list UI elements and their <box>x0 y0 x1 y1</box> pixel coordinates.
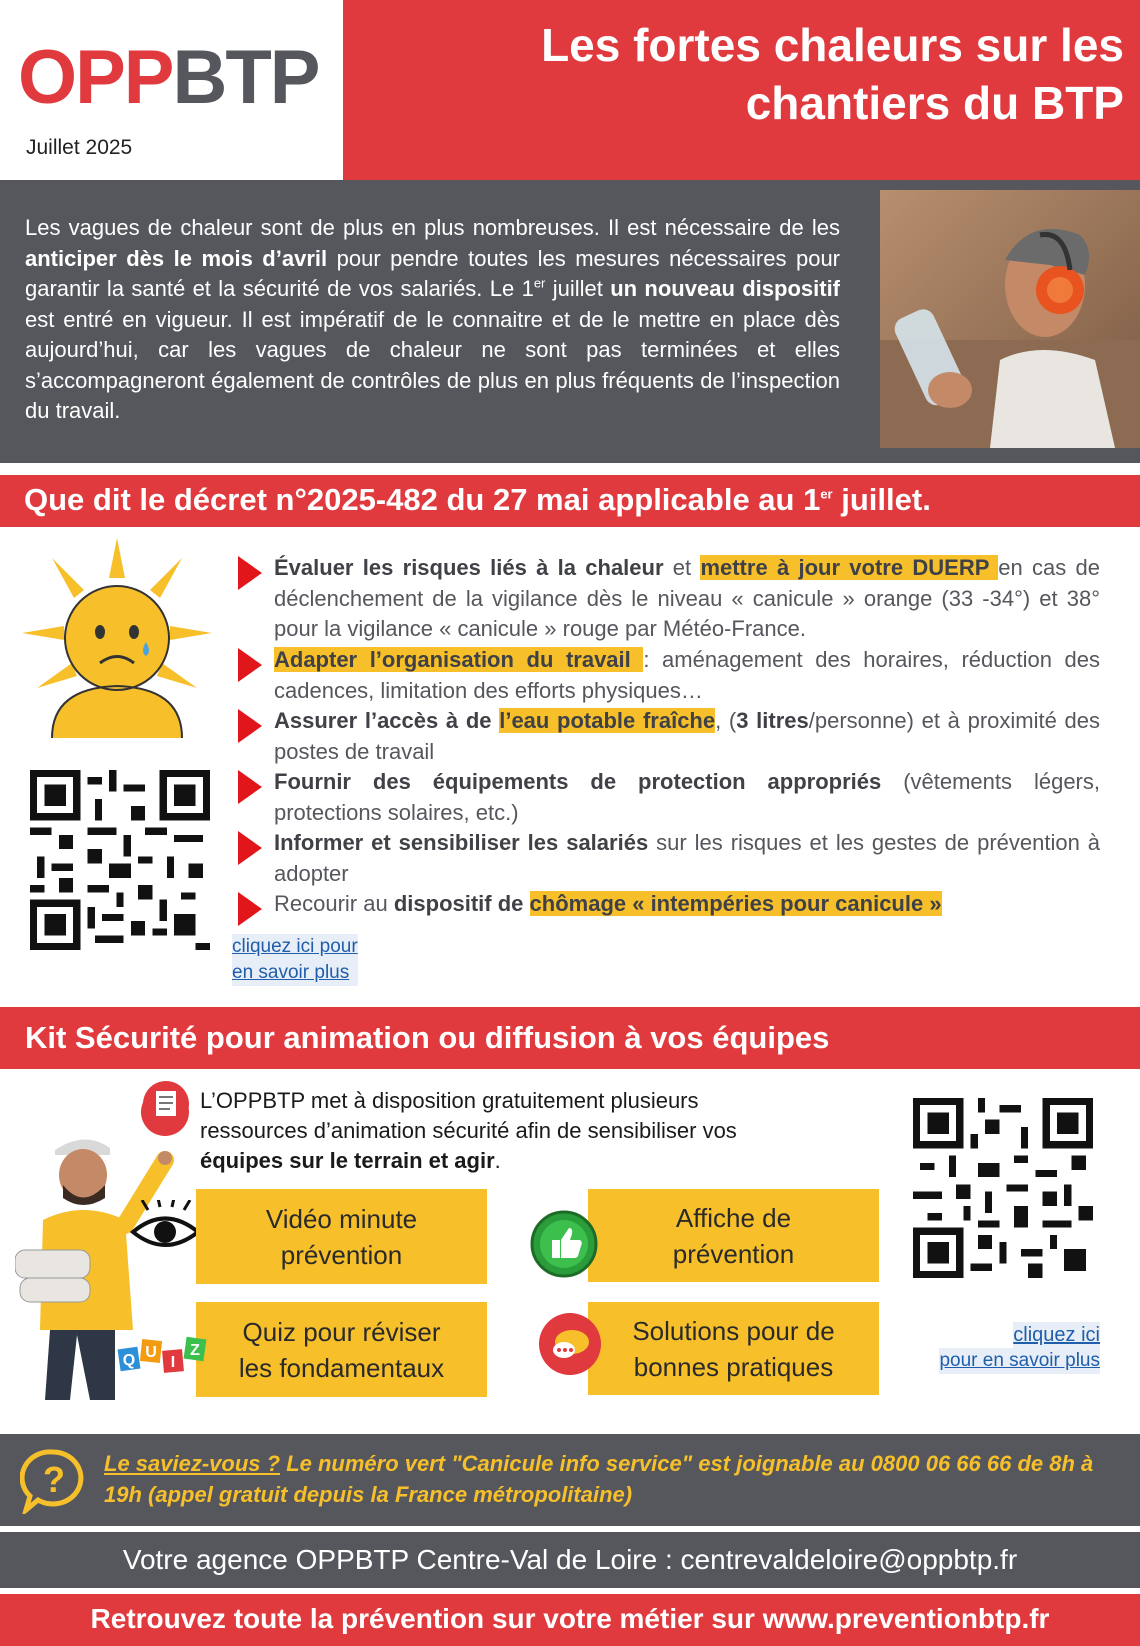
item-bold: Fournir des équipements de protection appropriés <box>274 769 882 794</box>
kit-description <box>200 1086 810 1176</box>
intro-text-part: pour pendre toutes les mesures nécessaires pour garantir la santé et la sécurité de vos salariés. Le 1 <box>25 245 841 301</box>
title-line-1: Les fortes chaleurs sur les <box>541 19 1124 71</box>
box-label: Affiche de <box>675 1202 792 1233</box>
intro-text-part: est entré en vigueur. Il est impératif de le connaitre et de le mettre en place dès aujourd’hui, car les vagues de chaleur ne sont pas terminées et elles s’accompagneront également de contrôles de plus en plus fréquents de l’inspection du travail. <box>25 306 840 423</box>
kit-learn-more-link[interactable] <box>880 1322 1100 1374</box>
qr-code-kit[interactable] <box>913 1098 1093 1278</box>
item-highlight: l’eau potable fraîche <box>499 708 716 733</box>
link-line[interactable]: cliquez ici <box>1013 1324 1100 1346</box>
thumbs-up-icon <box>530 1210 598 1278</box>
chat-bubble-icon <box>538 1312 602 1376</box>
box-label: bonnes pratiques <box>633 1351 834 1382</box>
kit-title: Kit Sécurité pour animation ou diffusion à vos équipes <box>25 1020 830 1055</box>
box-label: Solutions pour de <box>632 1315 835 1346</box>
quiz-logo-icon <box>117 1330 209 1378</box>
sad-sun-illustration <box>22 538 212 738</box>
question-bubble-icon <box>20 1448 86 1514</box>
solutions-button[interactable] <box>588 1302 879 1395</box>
info-body: Le numéro vert "Canicule info service" est joignable au 0800 06 66 66 de 8h à 19h (appel gratuit depuis la France métropolitaine) <box>104 1451 1094 1507</box>
decree-title-text: juillet. <box>832 482 931 517</box>
poster-button[interactable] <box>588 1189 879 1282</box>
quiz-button[interactable] <box>196 1302 487 1397</box>
list-item <box>250 553 1100 645</box>
item-text: /personne) et à proximité des postes de travail <box>274 708 1100 764</box>
oppbtp-logo <box>18 35 319 120</box>
bullet-arrow-icon <box>238 831 262 865</box>
intro-bold-part: anticiper dès le mois d’avril <box>25 245 328 271</box>
item-highlight: Adapter l’organisation du travail <box>274 647 644 672</box>
quiz-letter: Z <box>190 1342 200 1359</box>
list-item <box>250 706 1100 767</box>
intro-paragraph <box>25 213 840 427</box>
item-text: (vêtements légers, protections solaires, etc.) <box>274 769 1100 825</box>
box-label: Quiz pour réviser <box>242 1316 441 1347</box>
worker-drinking-water-photo <box>880 190 1140 448</box>
decree-learn-more-link[interactable] <box>232 934 358 986</box>
title-line-2: chantiers du BTP <box>745 77 1124 129</box>
info-text <box>104 1448 1114 1510</box>
item-text: sur les risques et les gestes de prévention à adopter <box>274 830 1101 886</box>
footer-text: Retrouvez toute la prévention sur votre métier sur www.preventionbtp.fr <box>90 1603 1050 1634</box>
quiz-letter: Q <box>122 1352 136 1369</box>
quiz-letter: U <box>145 1344 157 1361</box>
item-highlight: chômage « intempéries pour canicule » <box>529 891 942 916</box>
bullet-arrow-icon <box>238 892 262 926</box>
box-label: les fondamentaux <box>238 1352 445 1383</box>
intro-superscript: er <box>533 275 546 291</box>
intro-bold-part: un nouveau dispositif <box>610 276 841 301</box>
kit-text-bold: équipes sur le terrain et agir <box>200 1148 495 1173</box>
question-mark-glyph: ? <box>43 1459 65 1500</box>
info-lead: Le saviez-vous ? <box>104 1451 281 1476</box>
video-minute-button[interactable] <box>196 1189 487 1284</box>
item-bold: Évaluer les risques liés à la chaleur <box>274 555 664 580</box>
item-text: : aménagement des horaires, réduction des cadences, limitation des efforts physiques… <box>274 647 1100 703</box>
item-text: , ( <box>715 708 737 733</box>
item-bold: Assurer l’accès à de <box>274 708 500 733</box>
box-label: prévention <box>672 1238 795 1269</box>
item-bold: dispositif de <box>393 891 530 916</box>
item-highlight: mettre à jour votre DUERP <box>700 555 999 580</box>
item-bold: Informer et sensibiliser les salariés <box>274 830 649 855</box>
logo-red-part: OPP <box>18 35 173 120</box>
bullet-arrow-icon <box>238 770 262 804</box>
agency-contact: Votre agence OPPBTP Centre-Val de Loire : centrevaldeloire@oppbtp.fr <box>122 1544 1018 1575</box>
list-item <box>250 889 1100 920</box>
intro-text-part: juillet <box>545 276 611 301</box>
link-line[interactable]: en savoir plus <box>232 960 358 986</box>
item-bold: 3 litres <box>736 708 809 733</box>
item-text: et <box>663 555 701 580</box>
link-line[interactable]: cliquez ici pour <box>232 934 358 960</box>
bullet-arrow-icon <box>238 556 262 590</box>
kit-text-part: . <box>494 1148 501 1173</box>
box-label: Vidéo minute <box>265 1203 418 1234</box>
bullet-arrow-icon <box>238 648 262 682</box>
logo-grey-part: BTP <box>172 35 319 120</box>
publication-date: Juillet 2025 <box>26 136 133 159</box>
list-item <box>250 645 1100 706</box>
decree-title-text: Que dit le décret n°2025-482 du 27 mai applicable au 1 <box>24 482 821 517</box>
page-title <box>364 16 1124 132</box>
qr-code-decree[interactable] <box>30 770 210 950</box>
decree-title <box>24 478 931 522</box>
list-item <box>250 767 1100 828</box>
item-text: Recourir au <box>274 891 394 916</box>
list-item <box>250 828 1100 889</box>
eye-icon <box>128 1200 203 1250</box>
kit-text-part: L’OPPBTP met à disposition gratuitement plusieurs ressources d’animation sécurité afin de sensibiliser vos <box>200 1088 737 1143</box>
bullet-arrow-icon <box>238 709 262 743</box>
quiz-letter: I <box>170 1354 176 1371</box>
link-line[interactable]: pour en savoir plus <box>939 1348 1100 1374</box>
item-text: en cas de déclenchement de la vigilance dès le niveau « canicule » orange (33 -34°) et 38° pour la vigilance « canicule » rouge par Météo-France. <box>274 555 1100 641</box>
box-label: prévention <box>280 1239 403 1270</box>
intro-text-part: Les vagues de chaleur sont de plus en plus nombreuses. Il est nécessaire de les <box>25 215 840 240</box>
document-speech-bubble-icon <box>140 1080 192 1132</box>
decree-title-superscript: er <box>820 486 833 502</box>
